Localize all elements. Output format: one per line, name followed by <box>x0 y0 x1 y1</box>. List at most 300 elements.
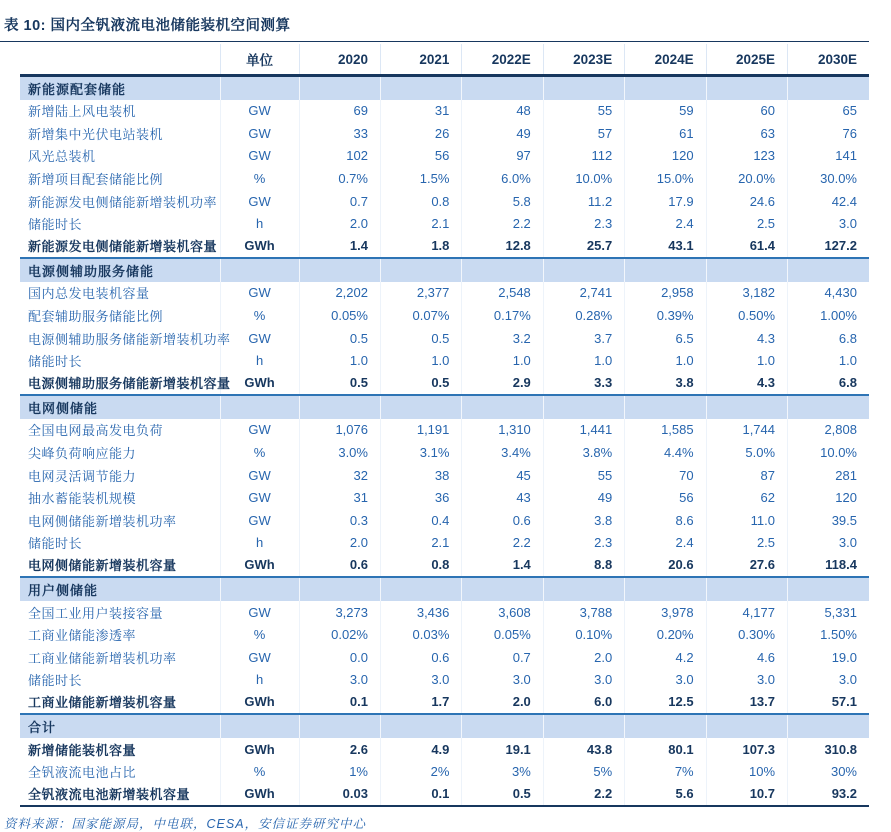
row-value: 3.2 <box>462 327 543 350</box>
table-row <box>20 145 869 168</box>
row-value: 0.0 <box>299 646 380 669</box>
row-value: 3.0 <box>543 669 624 692</box>
header-cell: 2023E <box>543 44 624 76</box>
section-header-filler <box>380 76 461 100</box>
row-value: 20.0% <box>706 167 787 190</box>
row-value: 2.0 <box>543 646 624 669</box>
row-unit: GW <box>220 646 299 669</box>
row-value: 1% <box>299 760 380 783</box>
row-value: 120 <box>788 486 869 509</box>
row-value: 0.03% <box>380 623 461 646</box>
row-value: 4,177 <box>706 601 787 624</box>
row-value: 1.0 <box>299 349 380 372</box>
row-value: 0.20% <box>625 623 706 646</box>
row-value: 0.05% <box>299 304 380 327</box>
row-value: 4.6 <box>706 646 787 669</box>
row-value: 70 <box>625 464 706 487</box>
row-value: 3,182 <box>706 282 787 305</box>
row-label: 电源侧辅助服务储能新增装机功率 <box>28 331 231 347</box>
row-value: 2.3 <box>543 212 624 235</box>
section-header-row <box>20 76 869 100</box>
row-value: 19.1 <box>462 738 543 761</box>
row-value: 3.0 <box>380 669 461 692</box>
row-unit: % <box>220 760 299 783</box>
row-unit: GW <box>220 601 299 624</box>
row-value: 3.4% <box>462 441 543 464</box>
row-value: 3.1% <box>380 441 461 464</box>
row-value: 8.6 <box>625 509 706 532</box>
header-cell: 2020 <box>299 44 380 76</box>
row-label: 电网侧储能新增装机容量 <box>28 558 177 574</box>
row-value: 1.0 <box>543 349 624 372</box>
row-value: 3,608 <box>462 601 543 624</box>
row-value: 2.2 <box>462 212 543 235</box>
row-value: 1,310 <box>462 419 543 442</box>
header-cell: 单位 <box>220 44 299 76</box>
row-value: 1,441 <box>543 419 624 442</box>
table-row <box>20 509 869 532</box>
row-value: 3,978 <box>625 601 706 624</box>
row-value: 112 <box>543 145 624 168</box>
estimation-table <box>20 44 869 807</box>
row-value: 3,788 <box>543 601 624 624</box>
row-value: 6.0% <box>462 167 543 190</box>
row-label: 全国工业用户装接容量 <box>28 605 164 621</box>
row-value: 3.0 <box>788 212 869 235</box>
section-header-label: 合计 <box>20 714 220 738</box>
table-row <box>20 691 869 714</box>
row-value: 0.50% <box>706 304 787 327</box>
row-label: 储能时长 <box>28 673 83 689</box>
table-row <box>20 190 869 213</box>
row-value: 2.0 <box>462 691 543 714</box>
row-value: 5% <box>543 760 624 783</box>
row-value: 43.8 <box>543 738 624 761</box>
row-label: 风光总装机 <box>28 149 96 165</box>
row-label: 电网灵活调节能力 <box>28 468 137 484</box>
row-value: 31 <box>380 100 461 123</box>
row-value: 0.6 <box>380 646 461 669</box>
row-value: 2,548 <box>462 282 543 305</box>
row-value: 2,377 <box>380 282 461 305</box>
row-value: 38 <box>380 464 461 487</box>
section-header-filler <box>299 714 380 738</box>
row-unit: % <box>220 623 299 646</box>
row-label: 新能源发电侧储能新增装机容量 <box>28 239 218 255</box>
row-label: 工商业储能新增装机容量 <box>28 695 177 711</box>
table-row <box>20 441 869 464</box>
row-value: 141 <box>788 145 869 168</box>
row-value: 1.7 <box>380 691 461 714</box>
row-value: 87 <box>706 464 787 487</box>
row-value: 6.5 <box>625 327 706 350</box>
row-label: 工商业储能新增装机功率 <box>28 650 177 666</box>
row-value: 63 <box>706 122 787 145</box>
section-header-label: 电源侧辅助服务储能 <box>20 258 220 282</box>
row-value: 61.4 <box>706 235 787 258</box>
row-value: 12.8 <box>462 235 543 258</box>
row-value: 1.0 <box>625 349 706 372</box>
row-value: 3% <box>462 760 543 783</box>
table-row <box>20 122 869 145</box>
row-value: 0.28% <box>543 304 624 327</box>
row-value: 1.0 <box>462 349 543 372</box>
row-value: 80.1 <box>625 738 706 761</box>
row-label: 新增项目配套储能比例 <box>28 172 164 188</box>
row-value: 30.0% <box>788 167 869 190</box>
table-row <box>20 235 869 258</box>
section-header-filler <box>462 395 543 419</box>
row-value: 4.3 <box>706 372 787 395</box>
row-value: 30% <box>788 760 869 783</box>
row-value: 0.07% <box>380 304 461 327</box>
table-row <box>20 349 869 372</box>
section-header-filler <box>543 577 624 601</box>
row-label: 尖峰负荷响应能力 <box>28 446 137 462</box>
section-header-filler <box>543 258 624 282</box>
row-value: 2.0 <box>299 212 380 235</box>
row-label: 电网侧储能新增装机功率 <box>28 513 177 529</box>
row-unit: GW <box>220 282 299 305</box>
section-header-filler <box>788 76 869 100</box>
section-header-filler <box>625 395 706 419</box>
row-value: 3,273 <box>299 601 380 624</box>
row-value: 2.3 <box>543 532 624 555</box>
section-header-filler <box>220 76 299 100</box>
row-unit: GW <box>220 509 299 532</box>
row-value: 57 <box>543 122 624 145</box>
row-label: 国内总发电装机容量 <box>28 286 150 302</box>
row-value: 0.17% <box>462 304 543 327</box>
row-value: 65 <box>788 100 869 123</box>
row-label: 全国电网最高发电负荷 <box>28 423 164 439</box>
row-value: 49 <box>543 486 624 509</box>
row-value: 0.39% <box>625 304 706 327</box>
row-unit: GWh <box>220 691 299 714</box>
section-header-filler <box>380 258 461 282</box>
row-value: 17.9 <box>625 190 706 213</box>
row-value: 0.7 <box>299 190 380 213</box>
row-value: 2.9 <box>462 372 543 395</box>
row-value: 43 <box>462 486 543 509</box>
row-value: 281 <box>788 464 869 487</box>
table-title: 表 10: 国内全钒液流电池储能装机空间测算 <box>4 18 291 34</box>
table-row <box>20 212 869 235</box>
row-value: 127.2 <box>788 235 869 258</box>
row-value: 61 <box>625 122 706 145</box>
row-value: 5.0% <box>706 441 787 464</box>
row-value: 107.3 <box>706 738 787 761</box>
row-value: 93.2 <box>788 783 869 806</box>
row-value: 0.8 <box>380 190 461 213</box>
header-cell: 2022E <box>462 44 543 76</box>
row-value: 42.4 <box>788 190 869 213</box>
row-value: 36 <box>380 486 461 509</box>
table-row <box>20 464 869 487</box>
row-unit: GWh <box>220 738 299 761</box>
section-header-filler <box>462 258 543 282</box>
row-value: 10.7 <box>706 783 787 806</box>
row-value: 6.0 <box>543 691 624 714</box>
row-value: 310.8 <box>788 738 869 761</box>
row-value: 0.1 <box>380 783 461 806</box>
row-value: 0.5 <box>380 372 461 395</box>
row-value: 4.3 <box>706 327 787 350</box>
row-value: 2,741 <box>543 282 624 305</box>
section-header-filler <box>625 714 706 738</box>
section-header-filler <box>706 714 787 738</box>
row-label: 配套辅助服务储能比例 <box>28 309 164 325</box>
section-header-filler <box>625 577 706 601</box>
row-value: 102 <box>299 145 380 168</box>
section-header-filler <box>706 577 787 601</box>
row-value: 0.7% <box>299 167 380 190</box>
row-value: 3.7 <box>543 327 624 350</box>
row-value: 5,331 <box>788 601 869 624</box>
row-value: 1.0 <box>788 349 869 372</box>
row-value: 56 <box>625 486 706 509</box>
row-value: 39.5 <box>788 509 869 532</box>
section-header-row <box>20 714 869 738</box>
row-value: 10.0% <box>788 441 869 464</box>
section-header-filler <box>299 258 380 282</box>
section-header-filler <box>380 714 461 738</box>
section-header-filler <box>543 76 624 100</box>
row-unit: GW <box>220 190 299 213</box>
row-value: 4.4% <box>625 441 706 464</box>
row-label: 电源侧辅助服务储能新增装机容量 <box>28 376 231 392</box>
row-value: 19.0 <box>788 646 869 669</box>
row-value: 45 <box>462 464 543 487</box>
row-value: 2,958 <box>625 282 706 305</box>
table-row <box>20 372 869 395</box>
row-value: 12.5 <box>625 691 706 714</box>
row-value: 10.0% <box>543 167 624 190</box>
row-value: 0.4 <box>380 509 461 532</box>
row-value: 1.0 <box>706 349 787 372</box>
section-header-filler <box>220 714 299 738</box>
row-value: 1,744 <box>706 419 787 442</box>
section-header-filler <box>462 714 543 738</box>
table-row <box>20 646 869 669</box>
section-header-filler <box>543 714 624 738</box>
table-row <box>20 783 869 806</box>
header-cell-empty <box>20 44 220 76</box>
row-label: 新能源发电侧储能新增装机功率 <box>28 194 218 210</box>
row-value: 3.8 <box>543 509 624 532</box>
row-value: 48 <box>462 100 543 123</box>
row-unit: h <box>220 669 299 692</box>
row-value: 0.6 <box>462 509 543 532</box>
row-unit: GW <box>220 419 299 442</box>
row-label: 全钒液流电池新增装机容量 <box>20 783 220 806</box>
row-value: 7% <box>625 760 706 783</box>
row-value: 0.1 <box>299 691 380 714</box>
row-value: 2.6 <box>299 738 380 761</box>
section-header-label: 电网侧储能 <box>20 395 220 419</box>
row-value: 118.4 <box>788 554 869 577</box>
section-header-filler <box>462 577 543 601</box>
row-value: 2.4 <box>625 532 706 555</box>
row-unit: GWh <box>220 372 299 395</box>
section-header-filler <box>380 577 461 601</box>
header-cell: 2030E <box>788 44 869 76</box>
row-value: 3.0 <box>462 669 543 692</box>
table-row <box>20 167 869 190</box>
row-label: 新增储能装机容量 <box>28 742 137 758</box>
section-header-label: 用户侧储能 <box>20 577 220 601</box>
row-value: 3.0 <box>299 669 380 692</box>
row-value: 1,076 <box>299 419 380 442</box>
row-value: 2% <box>380 760 461 783</box>
row-unit: GWh <box>220 235 299 258</box>
row-value: 2.0 <box>299 532 380 555</box>
section-header-filler <box>706 395 787 419</box>
row-value: 25.7 <box>543 235 624 258</box>
row-value: 10% <box>706 760 787 783</box>
row-value: 0.5 <box>299 372 380 395</box>
section-header-filler <box>299 395 380 419</box>
row-value: 0.30% <box>706 623 787 646</box>
row-value: 11.2 <box>543 190 624 213</box>
section-header-filler <box>706 76 787 100</box>
row-label: 储能时长 <box>28 217 83 233</box>
row-value: 6.8 <box>788 327 869 350</box>
row-value: 3.0 <box>788 669 869 692</box>
row-value: 55 <box>543 464 624 487</box>
row-value: 1,191 <box>380 419 461 442</box>
row-unit: h <box>220 349 299 372</box>
row-value: 76 <box>788 122 869 145</box>
row-value: 3,436 <box>380 601 461 624</box>
row-value: 0.5 <box>380 327 461 350</box>
row-label: 工商业储能渗透率 <box>28 628 137 644</box>
row-value: 13.7 <box>706 691 787 714</box>
row-value: 4.2 <box>625 646 706 669</box>
header-cell: 2024E <box>625 44 706 76</box>
section-header-filler <box>220 577 299 601</box>
row-value: 1.00% <box>788 304 869 327</box>
row-value: 5.8 <box>462 190 543 213</box>
row-value: 2.5 <box>706 532 787 555</box>
section-header-filler <box>625 76 706 100</box>
table-row <box>20 738 869 761</box>
row-unit: GW <box>220 122 299 145</box>
row-value: 31 <box>299 486 380 509</box>
row-label: 储能时长 <box>28 354 83 370</box>
section-header-filler <box>788 577 869 601</box>
section-header-row <box>20 258 869 282</box>
section-header-filler <box>299 577 380 601</box>
row-value: 62 <box>706 486 787 509</box>
row-unit: % <box>220 167 299 190</box>
table-row <box>20 486 869 509</box>
row-value: 4.9 <box>380 738 461 761</box>
row-value: 59 <box>625 100 706 123</box>
row-value: 26 <box>380 122 461 145</box>
header-cell: 2021 <box>380 44 461 76</box>
row-value: 33 <box>299 122 380 145</box>
row-unit: h <box>220 532 299 555</box>
table-row <box>20 760 869 783</box>
row-label: 抽水蓄能装机规模 <box>28 491 137 507</box>
section-header-row <box>20 577 869 601</box>
row-value: 2.1 <box>380 532 461 555</box>
row-value: 8.8 <box>543 554 624 577</box>
row-value: 3.0 <box>788 532 869 555</box>
row-unit: % <box>220 304 299 327</box>
row-value: 1,585 <box>625 419 706 442</box>
row-value: 0.3 <box>299 509 380 532</box>
row-value: 3.0 <box>706 669 787 692</box>
row-value: 15.0% <box>625 167 706 190</box>
row-unit: h <box>220 212 299 235</box>
table-header <box>20 44 869 76</box>
header-row <box>20 44 869 76</box>
row-value: 1.50% <box>788 623 869 646</box>
table-row <box>20 623 869 646</box>
row-unit: GW <box>220 327 299 350</box>
row-value: 1.0 <box>380 349 461 372</box>
section-header-filler <box>299 76 380 100</box>
row-value: 1.5% <box>380 167 461 190</box>
row-value: 0.03 <box>299 783 380 806</box>
section-header-filler <box>220 395 299 419</box>
row-unit: GW <box>220 486 299 509</box>
row-value: 32 <box>299 464 380 487</box>
row-value: 27.6 <box>706 554 787 577</box>
row-unit: GWh <box>220 783 299 806</box>
row-value: 0.7 <box>462 646 543 669</box>
row-value: 1.4 <box>462 554 543 577</box>
section-header-filler <box>462 76 543 100</box>
row-value: 3.3 <box>543 372 624 395</box>
row-value: 24.6 <box>706 190 787 213</box>
section-header-filler <box>706 258 787 282</box>
section-header-filler <box>543 395 624 419</box>
row-value: 43.1 <box>625 235 706 258</box>
row-value: 0.05% <box>462 623 543 646</box>
row-unit: GW <box>220 100 299 123</box>
row-value: 0.10% <box>543 623 624 646</box>
section-header-filler <box>625 258 706 282</box>
row-unit: GW <box>220 145 299 168</box>
table-row <box>20 554 869 577</box>
row-value: 6.8 <box>788 372 869 395</box>
row-value: 3.8% <box>543 441 624 464</box>
row-value: 3.8 <box>625 372 706 395</box>
title-underline <box>0 41 869 42</box>
row-label: 新增陆上风电装机 <box>28 104 137 120</box>
row-value: 2.4 <box>625 212 706 235</box>
table-row <box>20 669 869 692</box>
row-value: 3.0% <box>299 441 380 464</box>
section-header-label: 新能源配套储能 <box>20 76 220 100</box>
row-value: 2.1 <box>380 212 461 235</box>
table-row <box>20 100 869 123</box>
table-row <box>20 532 869 555</box>
section-header-filler <box>788 258 869 282</box>
row-value: 2,202 <box>299 282 380 305</box>
row-value: 4,430 <box>788 282 869 305</box>
row-value: 57.1 <box>788 691 869 714</box>
header-cell: 2025E <box>706 44 787 76</box>
row-value: 0.6 <box>299 554 380 577</box>
row-value: 60 <box>706 100 787 123</box>
row-unit: GWh <box>220 554 299 577</box>
row-value: 5.6 <box>625 783 706 806</box>
row-value: 56 <box>380 145 461 168</box>
